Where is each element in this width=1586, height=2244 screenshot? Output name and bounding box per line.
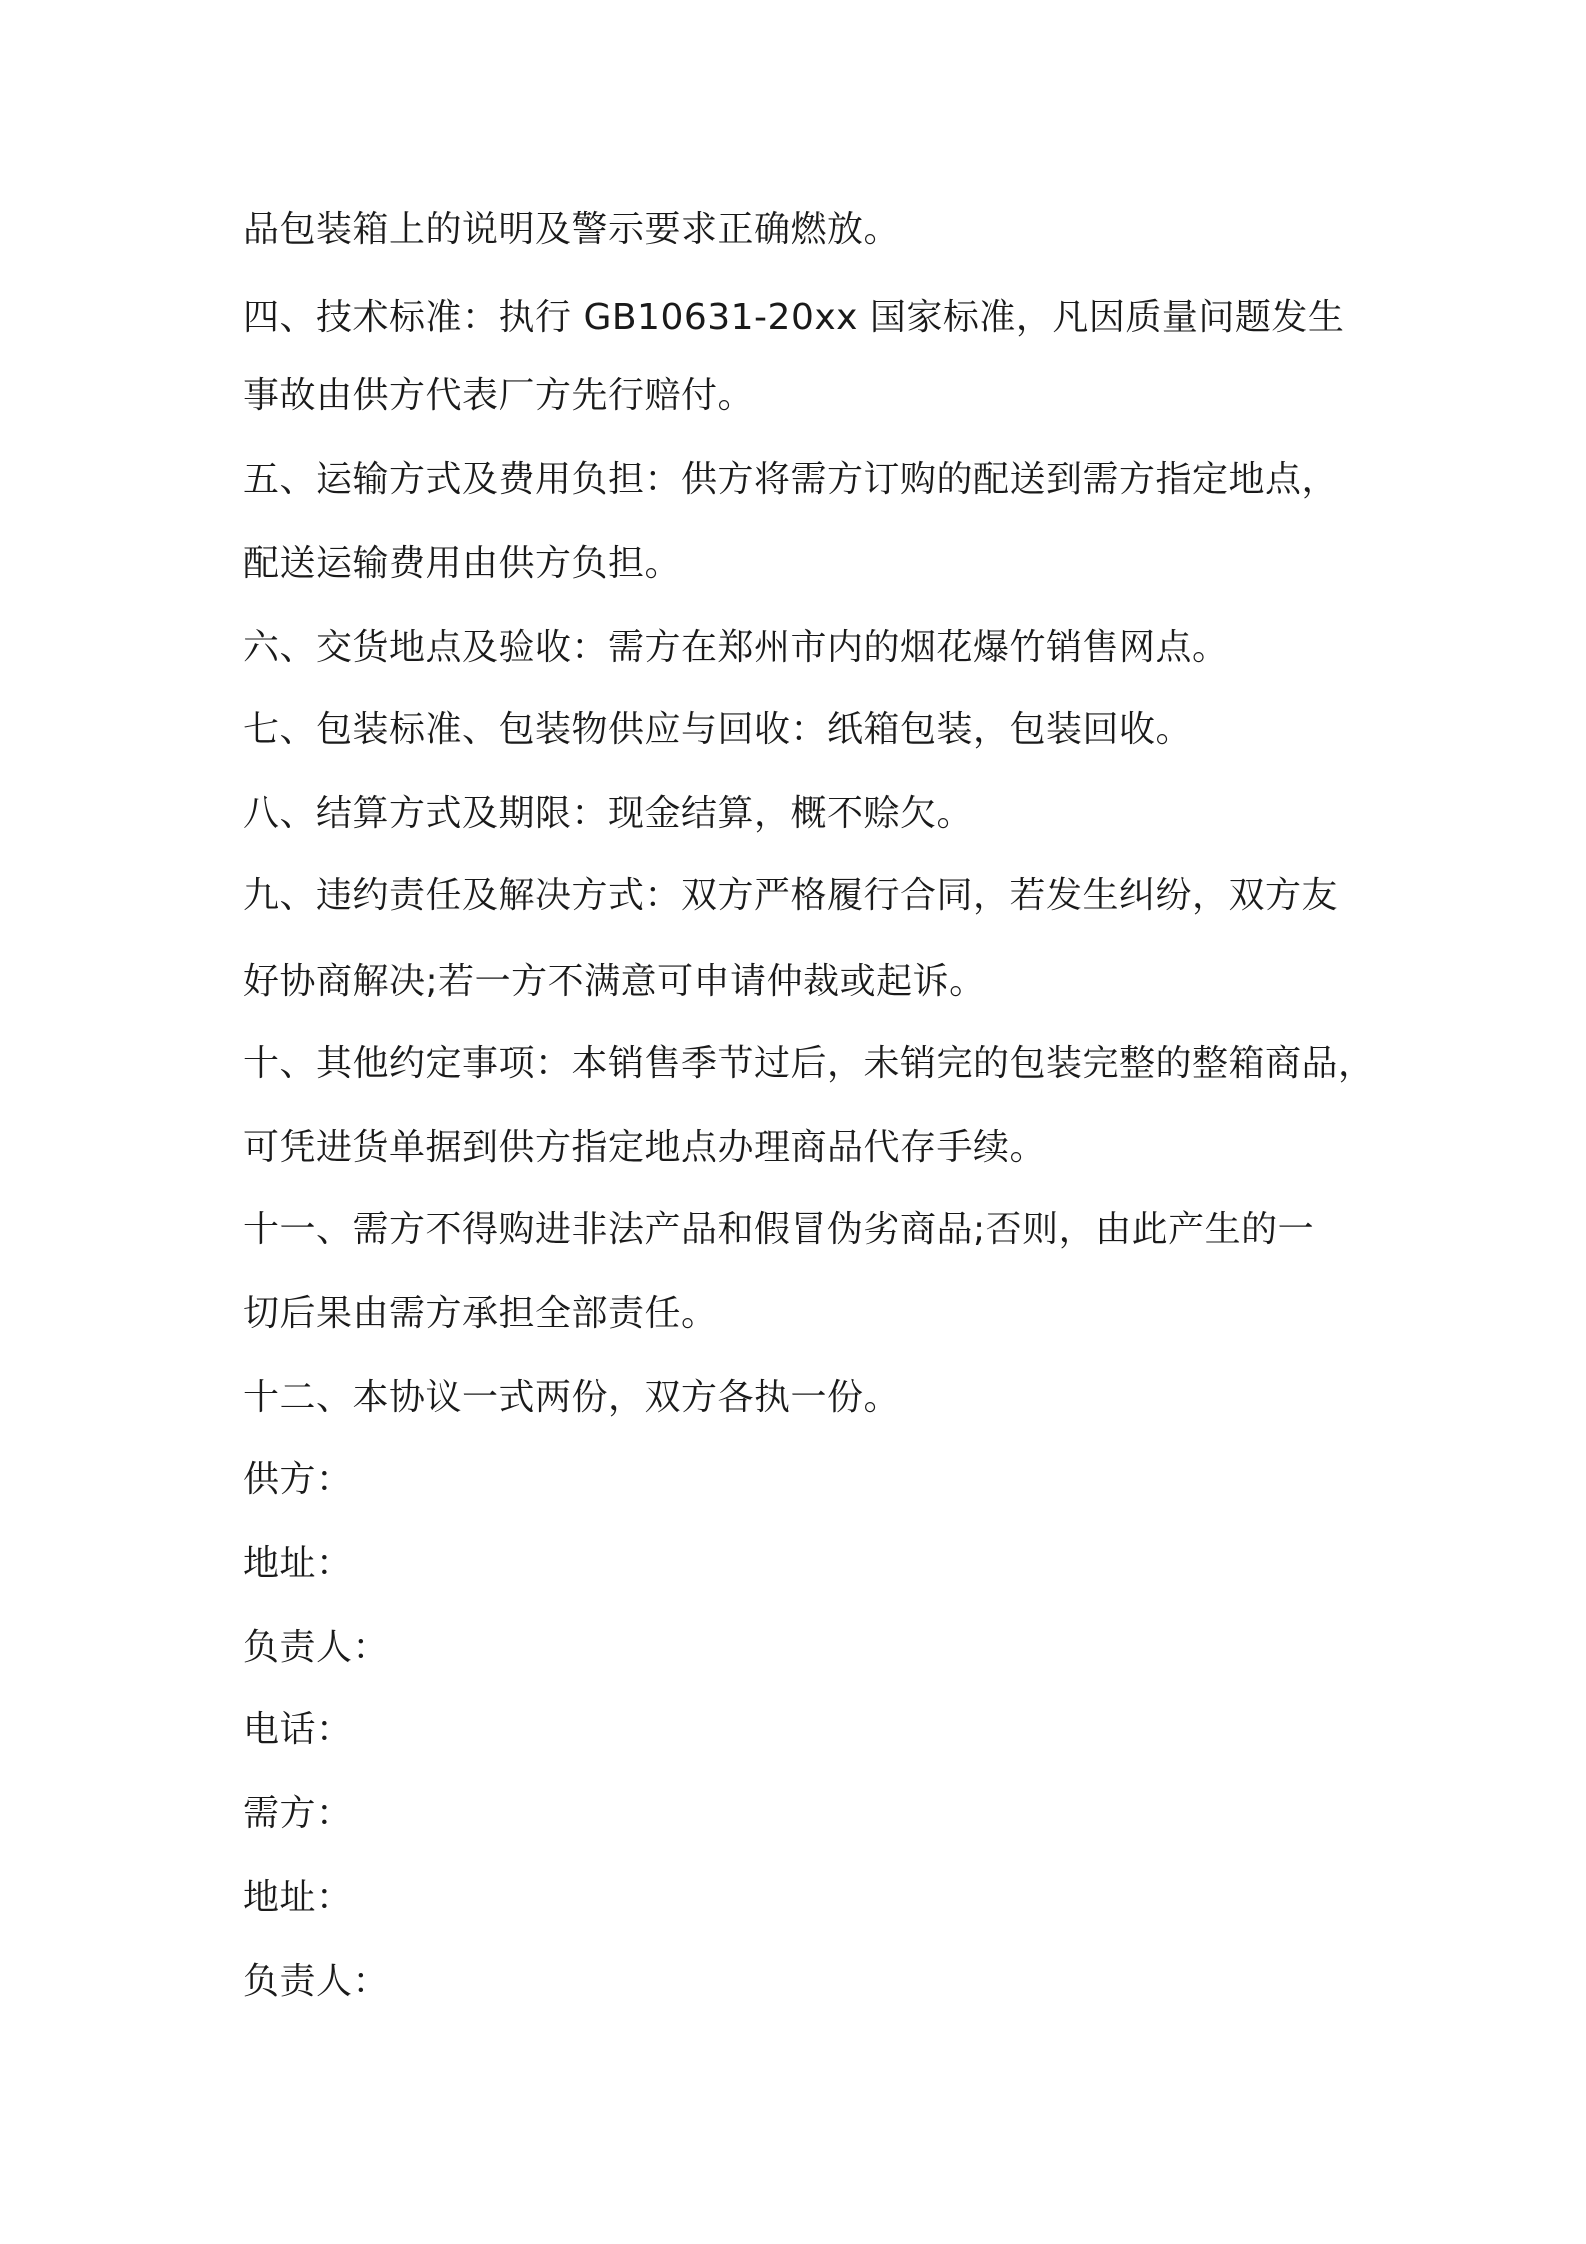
paragraph-line: 好协商解决;若一方不满意可申请仲裁或起诉。 (243, 961, 986, 1002)
supplier-phone-label: 电话： (243, 1709, 353, 1750)
paragraph-line: 切后果由需方承担全部责任。 (243, 1293, 718, 1334)
paragraph-line: 配送运输费用由供方负担。 (243, 543, 682, 584)
supplier-address-label: 地址： (243, 1543, 353, 1584)
supplier-label: 供方： (243, 1459, 353, 1500)
buyer-label: 需方： (243, 1793, 353, 1834)
supplier-contact-label: 负责人： (243, 1627, 390, 1668)
buyer-contact-label: 负责人： (243, 1961, 390, 2002)
paragraph-line: 可凭进货单据到供方指定地点办理商品代存手续。 (243, 1127, 1047, 1168)
clause-liability: 九、违约责任及解决方式：双方严格履行合同，若发生纠纷，双方友 (243, 875, 1339, 916)
clause-transport: 五、运输方式及费用负担：供方将需方订购的配送到需方指定地点， (243, 459, 1339, 500)
clause-other: 十、其他约定事项：本销售季节过后，未销完的包装完整的整箱商品， (243, 1043, 1375, 1084)
buyer-address-label: 地址： (243, 1877, 353, 1918)
paragraph-line: 事故由供方代表厂方先行赔付。 (243, 375, 755, 416)
clause-settlement: 八、结算方式及期限：现金结算，概不赊欠。 (243, 793, 974, 834)
clause-delivery: 六、交货地点及验收：需方在郑州市内的烟花爆竹销售网点。 (243, 627, 1229, 668)
paragraph-line: 品包装箱上的说明及警示要求正确燃放。 (243, 209, 901, 250)
clause-technical-standard: 四、技术标准：执行 GB10631-20xx 国家标准，凡因质量问题发生 (243, 297, 1345, 338)
clause-packaging: 七、包装标准、包装物供应与回收：纸箱包装，包装回收。 (243, 709, 1193, 750)
clause-prohibition: 十一、需方不得购进非法产品和假冒伪劣商品;否则，由此产生的一 (243, 1209, 1315, 1250)
clause-copies: 十二、本协议一式两份，双方各执一份。 (243, 1377, 901, 1418)
